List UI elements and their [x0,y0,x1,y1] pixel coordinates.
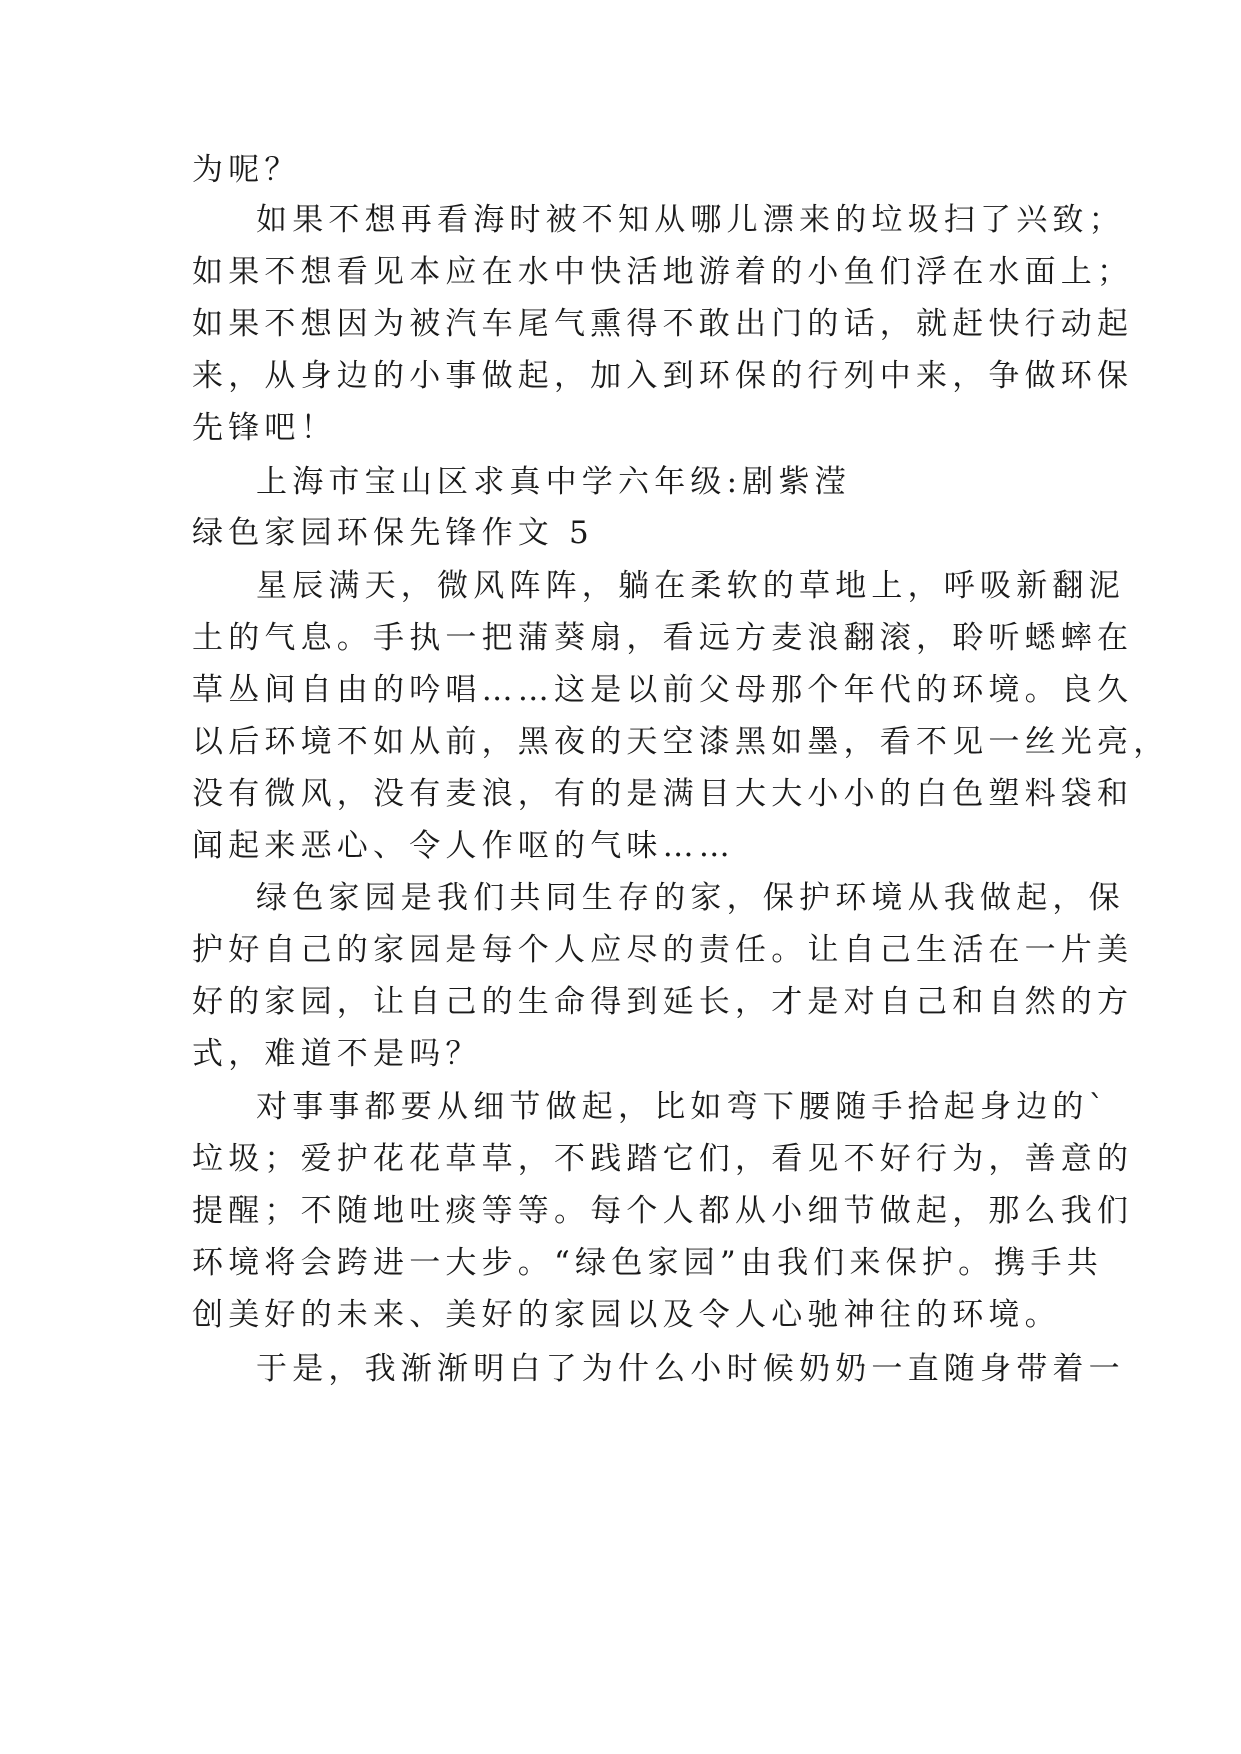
text-line: 绿色家园是我们共同生存的家，保护环境从我做起，保 [256,880,1125,916]
text-line: 来，从身边的小事做起，加入到环保的行列中来，争做环保 [192,358,1134,394]
text-line: 对事事都要从细节做起，比如弯下腰随手拾起身边的` [256,1089,1110,1125]
text-line: 式，难道不是吗？ [192,1036,482,1072]
text-line: 没有微风，没有麦浪，有的是满目大大小小的白色塑料袋和 [192,776,1134,812]
text-line: 如果不想看见本应在水中快活地游着的小鱼们浮在水面上； [192,254,1134,290]
text-line: 于是，我渐渐明白了为什么小时候奶奶一直随身带着一 [256,1351,1125,1387]
text-line: 环境将会跨进一大步。“绿色家园”由我们来保护。携手共 [192,1245,1103,1281]
text-line: 垃圾；爱护花花草草，不践踏它们，看见不好行为，善意的 [192,1141,1134,1177]
text-line: 如果不想因为被汽车尾气熏得不敢出门的话，就赶快行动起 [192,306,1134,342]
section-title: 绿色家园环保先锋作文 5 [192,515,594,551]
text-line: 以后环境不如从前，黑夜的天空漆黑如墨，看不见一丝光亮， [192,724,1170,760]
text-line: 土的气息。手执一把蒲葵扇，看远方麦浪翻滚，聆听蟋蟀在 [192,620,1134,656]
text-line: 草丛间自由的吟唱……这是以前父母那个年代的环境。良久 [192,672,1134,708]
signature-line: 上海市宝山区求真中学六年级:剧紫滢 [256,464,851,500]
text-line: 提醒；不随地吐痰等等。每个人都从小细节做起，那么我们 [192,1193,1134,1229]
text-line: 星辰满天，微风阵阵，躺在柔软的草地上，呼吸新翻泥 [256,568,1125,604]
text-line: 好的家园，让自己的生命得到延长，才是对自己和自然的方 [192,984,1134,1020]
text-line: 如果不想再看海时被不知从哪儿漂来的垃圾扫了兴致； [256,202,1125,238]
text-line: 创美好的未来、美好的家园以及令人心驰神往的环境。 [192,1297,1061,1333]
text-line: 先锋吧！ [192,410,337,446]
text-line: 为呢？ [192,152,301,188]
text-line: 护好自己的家园是每个人应尽的责任。让自己生活在一片美 [192,932,1134,968]
text-line: 闻起来恶心、令人作呕的气味…… [192,828,735,864]
